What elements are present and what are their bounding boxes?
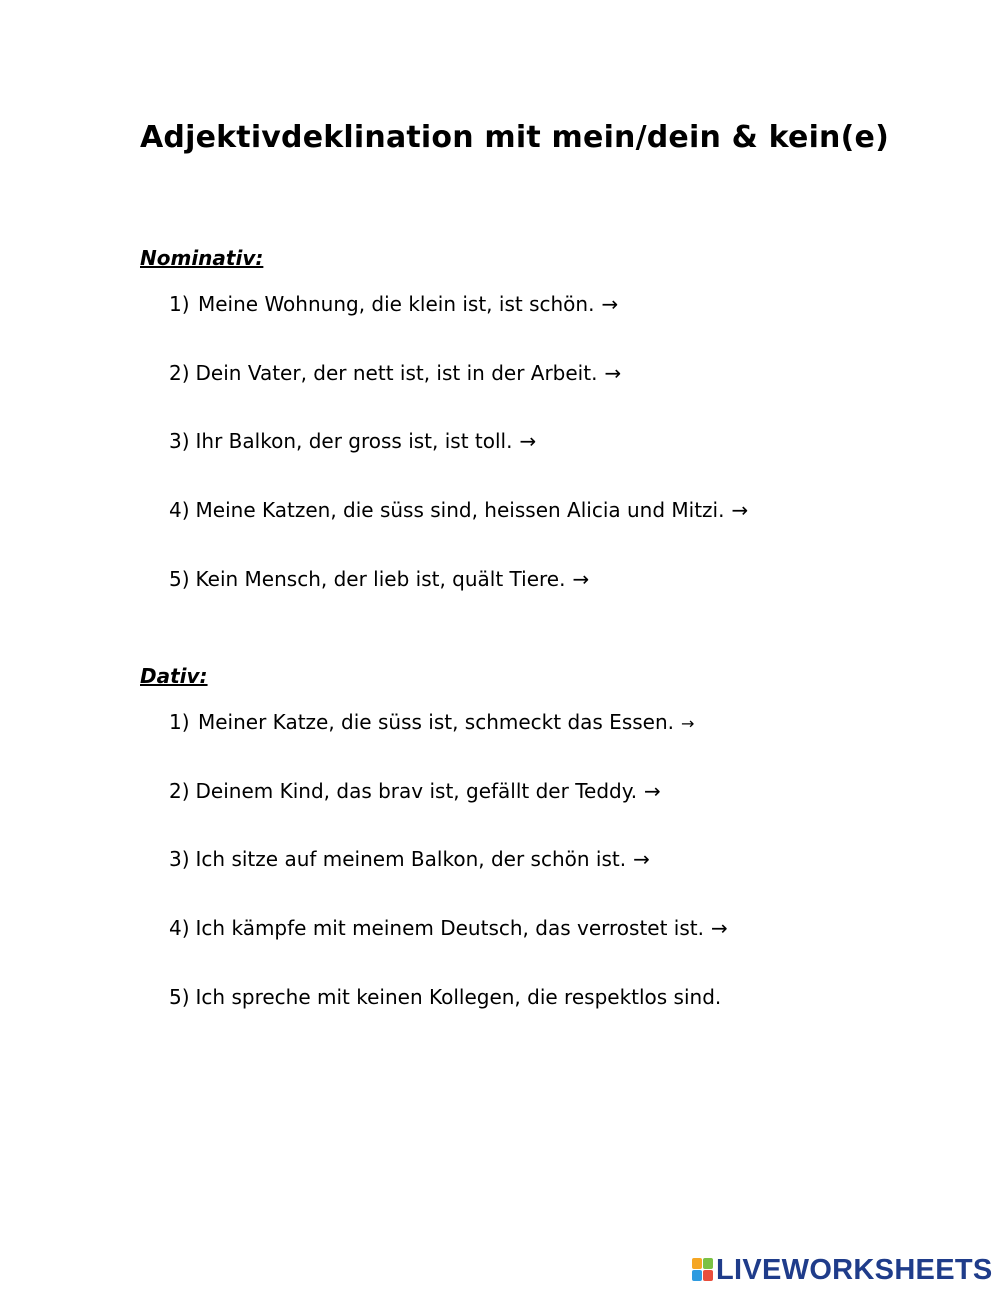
section-heading-nominativ: Nominativ: <box>140 246 264 270</box>
list-item <box>169 429 536 453</box>
list-item <box>169 779 661 803</box>
item-number: 2) <box>169 361 190 385</box>
list-item <box>169 567 589 591</box>
list-item <box>169 361 621 385</box>
list-item <box>169 498 748 522</box>
arrow-icon: → <box>604 361 622 385</box>
item-text: Deinem Kind, das brav ist, gefällt der Teddy. <box>195 779 638 803</box>
item-text: Ich sitze auf meinem Balkon, der schön ist. <box>195 847 627 871</box>
arrow-icon: → <box>601 292 619 316</box>
item-text: Meiner Katze, die süss ist, schmeckt das Essen. <box>198 710 674 734</box>
item-number: 4) <box>169 498 190 522</box>
item-text: Meine Katzen, die süss sind, heissen Alicia und Mitzi. <box>195 498 725 522</box>
item-number: 1) <box>169 292 190 316</box>
item-text: Dein Vater, der nett ist, ist in der Arbeit. <box>195 361 598 385</box>
item-text: Ich kämpfe mit meinem Deutsch, das verrostet ist. <box>195 916 704 940</box>
list-item <box>169 292 618 316</box>
arrow-icon: → <box>633 847 650 871</box>
item-text: Meine Wohnung, die klein ist, ist schön. <box>198 292 595 316</box>
arrow-icon: → <box>644 779 661 803</box>
logo-text: LIVEWORKSHEETS <box>716 1253 993 1286</box>
arrow-icon: → <box>681 714 695 733</box>
arrow-icon: → <box>731 498 749 522</box>
section-heading-dativ: Dativ: <box>140 664 208 688</box>
list-item <box>169 847 650 871</box>
list-item <box>169 710 694 734</box>
item-number: 1) <box>169 710 190 734</box>
item-number: 2) <box>169 779 190 803</box>
list-item <box>169 985 721 1009</box>
item-number: 5) <box>169 985 190 1009</box>
liveworksheets-logo <box>692 1253 993 1286</box>
item-number: 3) <box>169 847 190 871</box>
item-text: Ihr Balkon, der gross ist, ist toll. <box>195 429 513 453</box>
arrow-icon: → <box>572 567 590 591</box>
item-text: Kein Mensch, der lieb ist, quält Tiere. <box>195 567 566 591</box>
list-item <box>169 916 728 940</box>
item-number: 5) <box>169 567 190 591</box>
item-number: 3) <box>169 429 190 453</box>
item-text: Ich spreche mit keinen Kollegen, die respektlos sind. <box>195 985 722 1009</box>
arrow-icon: → <box>519 429 537 453</box>
page-title: Adjektivdeklination mit mein/dein & kein(e) <box>140 120 889 155</box>
arrow-icon: → <box>710 916 728 940</box>
item-number: 4) <box>169 916 190 940</box>
logo-mark-icon <box>692 1258 714 1282</box>
